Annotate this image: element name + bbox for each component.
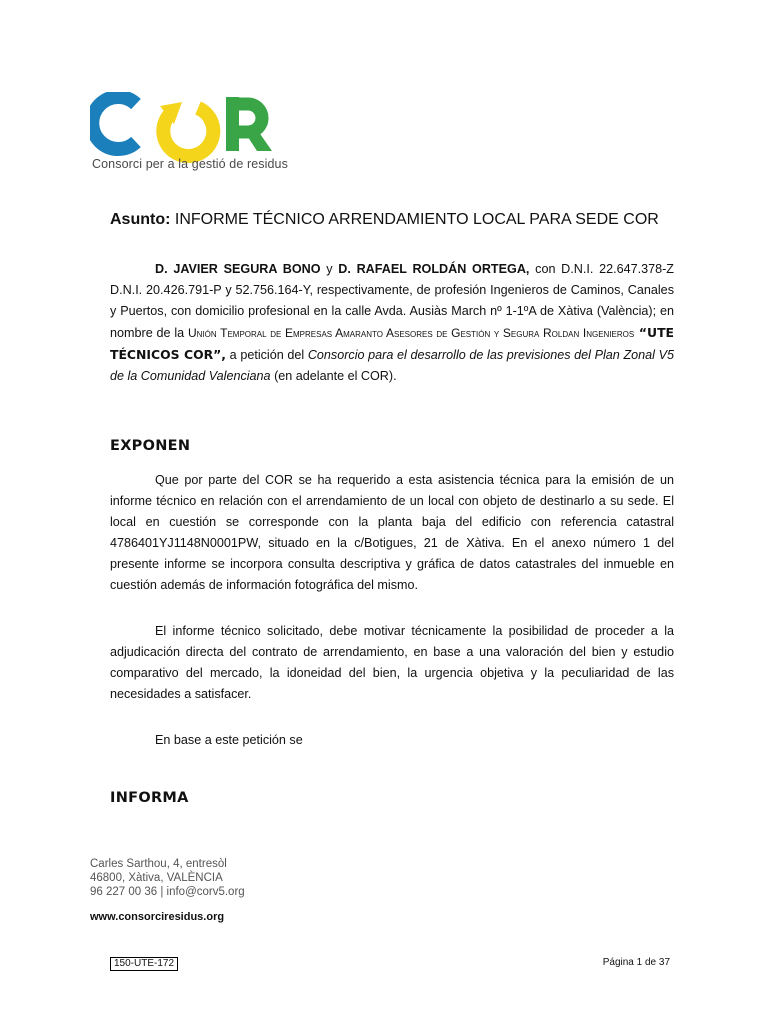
- intro-text-2: a petición del: [226, 348, 308, 362]
- intro-paragraph: [110, 259, 674, 387]
- page-number: Página 1 de 37: [602, 957, 670, 968]
- footer-address-line-1: Carles Sarthou, 4, entresòl: [90, 858, 227, 870]
- footer-website: www.consorciresidus.org: [90, 911, 225, 923]
- exponen-heading: EXPONEN: [110, 438, 191, 454]
- intro-name-2: D. RAFAEL ROLDÁN ORTEGA,: [338, 262, 530, 276]
- exponen-paragraph-2: El informe técnico solicitado, debe motivar técnicamente la posibilidad de proceder a la adjudicación directa del contrato de arrendamiento, en base a una valoración del bien y estudio comparativo del mercado, la idoneidad del bien, la urgencia objetiva y la peculiaridad de las necesidades a satisfacer.: [110, 624, 674, 701]
- subject-line: [110, 211, 659, 229]
- intro-ute-name: “UTE TÉCNICOS COR”,: [110, 325, 674, 362]
- logo-letter-r: [226, 97, 272, 151]
- logo-tagline: Consorci per a la gestió de residus: [92, 157, 288, 171]
- intro-consorcio: Consorcio para el desarrollo de las previsiones del Plan Zonal V5 de la Comunidad Valenciana: [110, 348, 674, 383]
- intro-text-3: (en adelante el COR).: [270, 369, 397, 383]
- informa-heading: INFORMA: [110, 790, 189, 806]
- subject-label: Asunto:: [110, 211, 171, 228]
- intro-text-1: con D.N.I. 22.647.378-Z D.N.I. 20.426.791-P y 52.756.164-Y, respectivamente, de profesión Ingenieros de Caminos, Canales y Puertos, con domicilio profesional en la calle Avda. Ausiàs March nº 1-1ºA de Xàtiva (València); en nombre de la: [110, 262, 674, 340]
- intro-name-1: D. JAVIER SEGURA BONO: [155, 262, 321, 276]
- intro-and: y: [320, 262, 339, 276]
- logo-letter-o: [160, 102, 213, 156]
- exponen-paragraph-3: En base a este petición se: [155, 733, 303, 747]
- footer-address-line-2: 46800, Xàtiva, VALÈNCIA: [90, 872, 223, 884]
- document-reference: 150-UTE-172: [110, 957, 178, 971]
- intro-ute: Unión Temporal de Empresas Amaranto Asesores de Gestión y Segura Roldan Ingenieros: [188, 326, 635, 340]
- subject-text: INFORME TÉCNICO ARRENDAMIENTO LOCAL PARA SEDE COR: [170, 211, 659, 228]
- footer-contact: 96 227 00 36 | info@corv5.org: [90, 886, 245, 898]
- exponen-paragraph-1: Que por parte del COR se ha requerido a esta asistencia técnica para la emisión de un informe técnico en relación con el arrendamiento de un local con objeto de destinarlo a su sede. El local en cuestión se corresponde con la planta baja del edificio con referencia catastral 4786401YJ1148N0001PW, situado en la c/Botigues, 21 de Xàtiva. En el anexo número 1 del presente informe se incorpora consulta descriptiva y gráfica de datos catastrales del inmueble en cuestión además de información fotográfica del mismo.: [110, 473, 674, 592]
- logo-letter-c: [92, 97, 136, 149]
